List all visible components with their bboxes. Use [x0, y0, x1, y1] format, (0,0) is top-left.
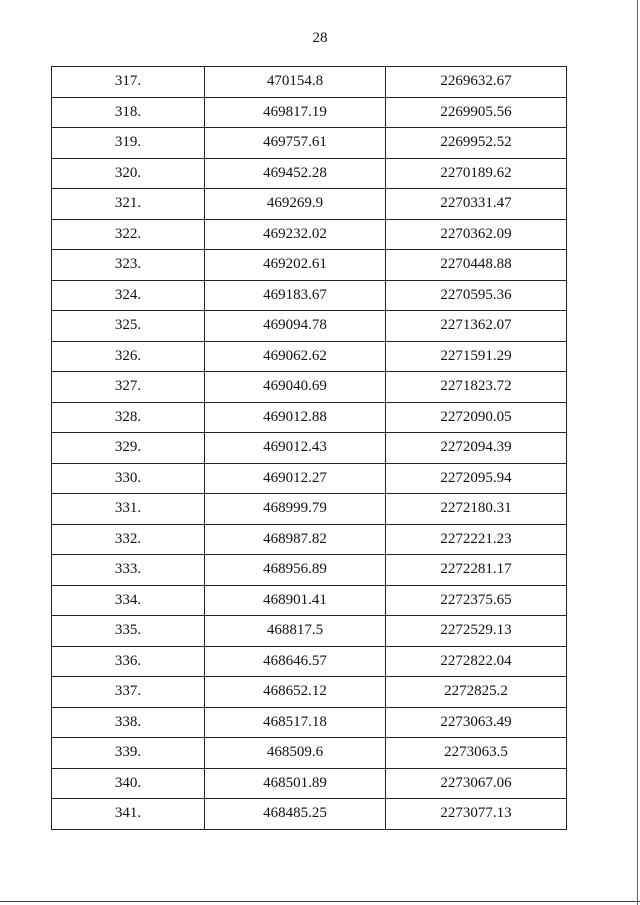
- point-number-cell: 338.: [52, 707, 205, 738]
- table-row: [52, 189, 567, 220]
- y-coordinate-cell: 2272281.17: [386, 555, 567, 586]
- x-coordinate-cell: 469094.78: [205, 311, 386, 342]
- y-coordinate-cell: 2272375.65: [386, 585, 567, 616]
- table-row: [52, 280, 567, 311]
- table-row: [52, 433, 567, 464]
- y-coordinate-cell: 2270595.36: [386, 280, 567, 311]
- x-coordinate-cell: 469012.43: [205, 433, 386, 464]
- table-row: [52, 494, 567, 525]
- x-coordinate-cell: 469202.61: [205, 250, 386, 281]
- table-row: [52, 250, 567, 281]
- point-number-cell: 325.: [52, 311, 205, 342]
- point-number-cell: 323.: [52, 250, 205, 281]
- y-coordinate-cell: 2269632.67: [386, 67, 567, 98]
- table-row: [52, 97, 567, 128]
- point-number-cell: 334.: [52, 585, 205, 616]
- x-coordinate-cell: 468509.6: [205, 738, 386, 769]
- point-number-cell: 332.: [52, 524, 205, 555]
- x-coordinate-cell: 469757.61: [205, 128, 386, 159]
- table-row: [52, 738, 567, 769]
- x-coordinate-cell: 469040.69: [205, 372, 386, 403]
- y-coordinate-cell: 2272180.31: [386, 494, 567, 525]
- point-number-cell: 331.: [52, 494, 205, 525]
- x-coordinate-cell: 468999.79: [205, 494, 386, 525]
- y-coordinate-cell: 2272095.94: [386, 463, 567, 494]
- x-coordinate-cell: 468485.25: [205, 799, 386, 830]
- coordinates-table: [51, 66, 567, 830]
- y-coordinate-cell: 2271362.07: [386, 311, 567, 342]
- point-number-cell: 340.: [52, 768, 205, 799]
- x-coordinate-cell: 468987.82: [205, 524, 386, 555]
- right-border-line: [637, 0, 638, 905]
- point-number-cell: 318.: [52, 97, 205, 128]
- x-coordinate-cell: 469452.28: [205, 158, 386, 189]
- point-number-cell: 337.: [52, 677, 205, 708]
- x-coordinate-cell: 468956.89: [205, 555, 386, 586]
- y-coordinate-cell: 2271591.29: [386, 341, 567, 372]
- point-number-cell: 324.: [52, 280, 205, 311]
- point-number-cell: 339.: [52, 738, 205, 769]
- y-coordinate-cell: 2269952.52: [386, 128, 567, 159]
- y-coordinate-cell: 2272090.05: [386, 402, 567, 433]
- table-row: [52, 372, 567, 403]
- point-number-cell: 317.: [52, 67, 205, 98]
- y-coordinate-cell: 2269905.56: [386, 97, 567, 128]
- table-row: [52, 585, 567, 616]
- point-number-cell: 328.: [52, 402, 205, 433]
- point-number-cell: 326.: [52, 341, 205, 372]
- table-row: [52, 707, 567, 738]
- y-coordinate-cell: 2270189.62: [386, 158, 567, 189]
- point-number-cell: 335.: [52, 616, 205, 647]
- table-row: [52, 646, 567, 677]
- x-coordinate-cell: 469062.62: [205, 341, 386, 372]
- y-coordinate-cell: 2270362.09: [386, 219, 567, 250]
- y-coordinate-cell: 2272822.04: [386, 646, 567, 677]
- table-row: [52, 616, 567, 647]
- x-coordinate-cell: 469183.67: [205, 280, 386, 311]
- point-number-cell: 322.: [52, 219, 205, 250]
- table-row: [52, 555, 567, 586]
- point-number-cell: 320.: [52, 158, 205, 189]
- table-row: [52, 67, 567, 98]
- table-row: [52, 341, 567, 372]
- point-number-cell: 341.: [52, 799, 205, 830]
- point-number-cell: 333.: [52, 555, 205, 586]
- x-coordinate-cell: 468517.18: [205, 707, 386, 738]
- point-number-cell: 319.: [52, 128, 205, 159]
- y-coordinate-cell: 2270331.47: [386, 189, 567, 220]
- table-row: [52, 128, 567, 159]
- x-coordinate-cell: 468901.41: [205, 585, 386, 616]
- bottom-border-line: [0, 901, 640, 902]
- table-row: [52, 402, 567, 433]
- x-coordinate-cell: 469817.19: [205, 97, 386, 128]
- y-coordinate-cell: 2271823.72: [386, 372, 567, 403]
- y-coordinate-cell: 2273063.49: [386, 707, 567, 738]
- page-number: 28: [312, 30, 328, 46]
- x-coordinate-cell: 468646.57: [205, 646, 386, 677]
- point-number-cell: 321.: [52, 189, 205, 220]
- x-coordinate-cell: 468501.89: [205, 768, 386, 799]
- table-row: [52, 463, 567, 494]
- x-coordinate-cell: 469012.88: [205, 402, 386, 433]
- y-coordinate-cell: 2272825.2: [386, 677, 567, 708]
- point-number-cell: 327.: [52, 372, 205, 403]
- coordinates-table-body: [52, 67, 567, 830]
- y-coordinate-cell: 2273067.06: [386, 768, 567, 799]
- x-coordinate-cell: 470154.8: [205, 67, 386, 98]
- x-coordinate-cell: 468817.5: [205, 616, 386, 647]
- point-number-cell: 336.: [52, 646, 205, 677]
- table-row: [52, 311, 567, 342]
- table-row: [52, 524, 567, 555]
- table-row: [52, 219, 567, 250]
- y-coordinate-cell: 2273063.5: [386, 738, 567, 769]
- y-coordinate-cell: 2272529.13: [386, 616, 567, 647]
- table-row: [52, 677, 567, 708]
- y-coordinate-cell: 2273077.13: [386, 799, 567, 830]
- point-number-cell: 329.: [52, 433, 205, 464]
- table-row: [52, 799, 567, 830]
- x-coordinate-cell: 468652.12: [205, 677, 386, 708]
- point-number-cell: 330.: [52, 463, 205, 494]
- x-coordinate-cell: 469269.9: [205, 189, 386, 220]
- x-coordinate-cell: 469232.02: [205, 219, 386, 250]
- y-coordinate-cell: 2272094.39: [386, 433, 567, 464]
- table-row: [52, 768, 567, 799]
- y-coordinate-cell: 2272221.23: [386, 524, 567, 555]
- x-coordinate-cell: 469012.27: [205, 463, 386, 494]
- table-row: [52, 158, 567, 189]
- y-coordinate-cell: 2270448.88: [386, 250, 567, 281]
